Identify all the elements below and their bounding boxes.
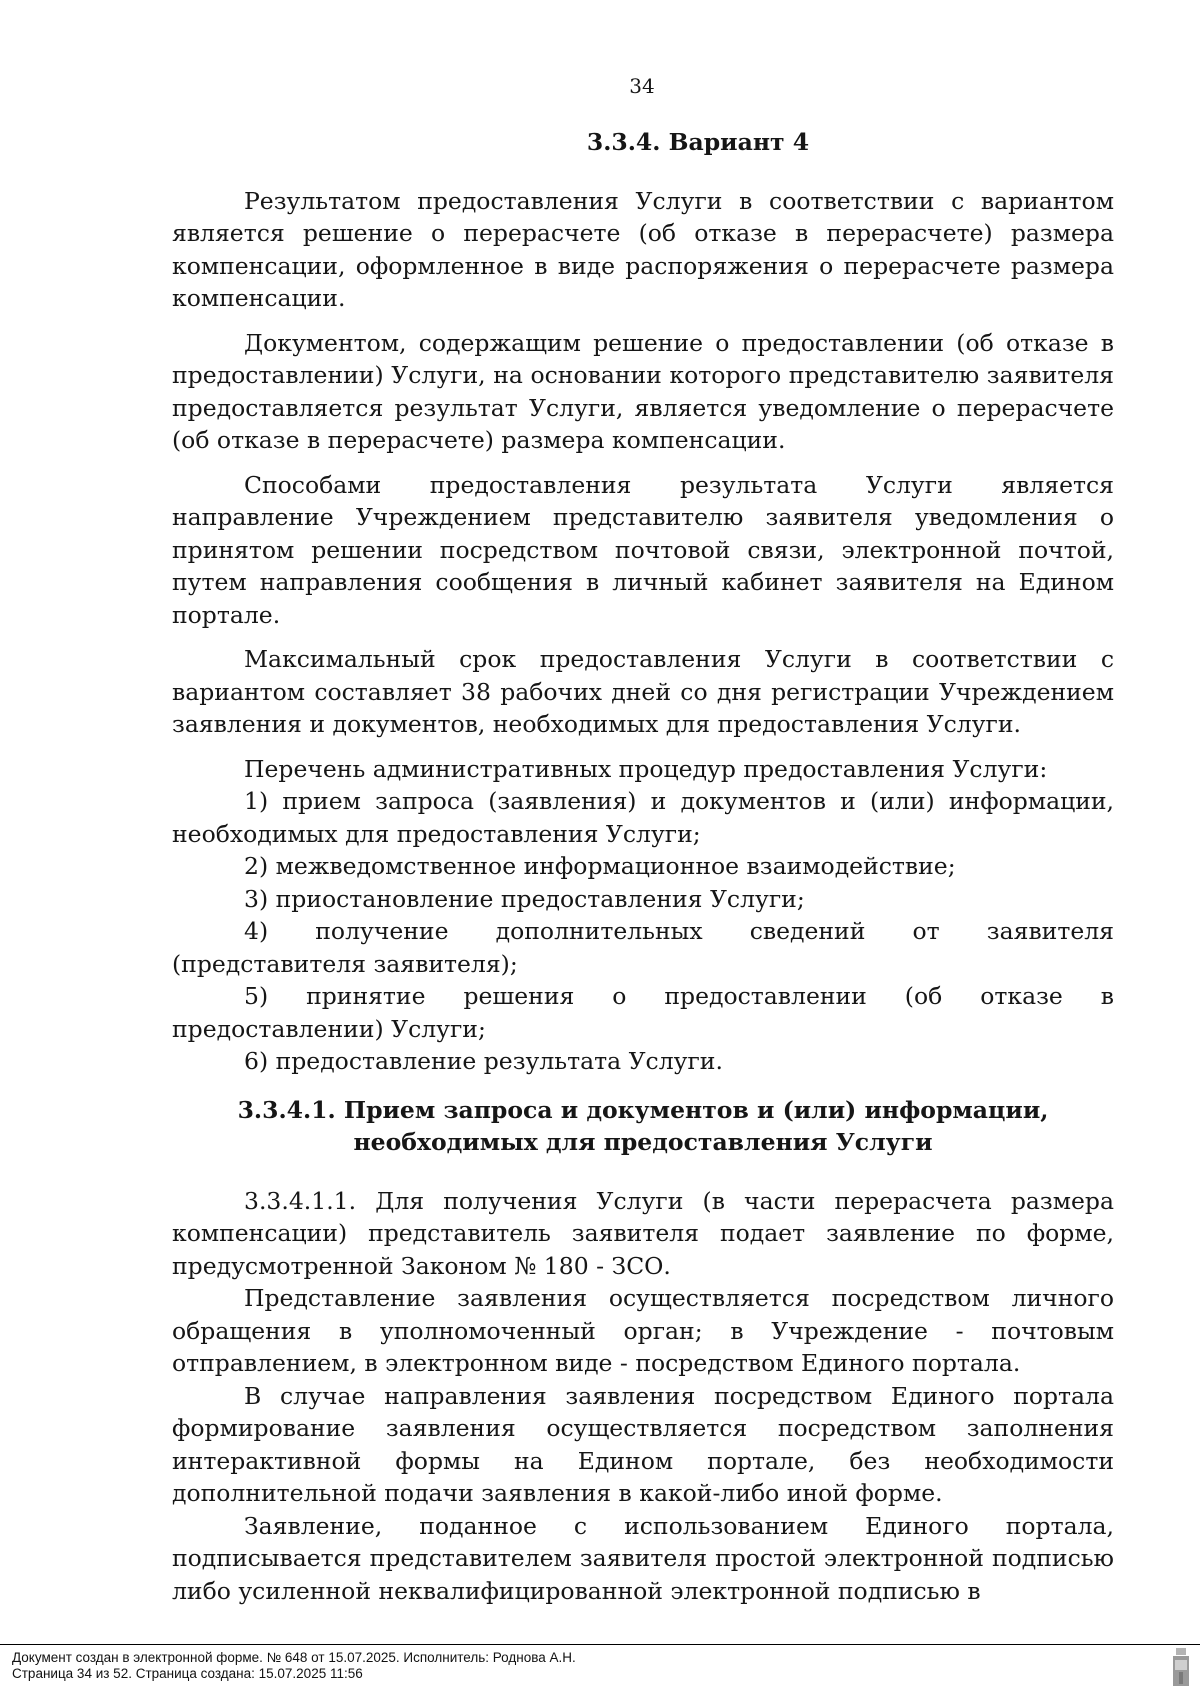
- procedure-item: 5) принятие решения о предоставлении (об отказе в предоставлении) Услуги;: [172, 982, 1114, 1043]
- coat-of-arms-icon: [1170, 1646, 1192, 1688]
- footer-line-1: Документ создан в электронной форме. № 648 от 15.07.2025. Исполнитель: Роднова А.Н.: [12, 1650, 576, 1665]
- paragraph-procedures-intro: Перечень административных процедур предоставления Услуги:: [244, 754, 1048, 783]
- procedure-item: 4) получение дополнительных сведений от заявителя (представителя заявителя);: [172, 917, 1114, 978]
- document-body: [172, 126, 1114, 1607]
- paragraph-document: Документом, содержащим решение о предоставлении (об отказе в предоставлении) Услуги, на основании которого представителю заявителя предоставляется результат Услуги, является уведомление о перерасчете (об отказе в перерасчете) размера компенсации.: [172, 328, 1114, 454]
- paragraph-methods: Способами предоставления результата Услуги является направление Учреждением представителю заявителя уведомления о принятом решении посредством почтовой связи, электронной почтой, путем направления сообщения в личный кабинет заявителя на Едином портале.: [172, 470, 1114, 629]
- section-heading-variant: 3.3.4. Вариант 4: [586, 128, 810, 156]
- paragraph-application: 3.3.4.1.1. Для получения Услуги (в части перерасчета размера компенсации) представитель заявителя подает заявление по форме, предусмотренной Законом № 180 - ЗСО.: [172, 1186, 1114, 1280]
- subsection-heading: 3.3.4.1. Прием запроса и документов и (или) информации, необходимых для предоставления Услуги: [237, 1095, 1049, 1156]
- page-number: 34: [629, 74, 655, 98]
- procedure-item: 3) приостановление предоставления Услуги;: [244, 884, 805, 913]
- footer-divider: [0, 1644, 1200, 1645]
- footer-line-2: Страница 34 из 52. Страница создана: 15.07.2025 11:56: [12, 1666, 363, 1681]
- procedure-item: 6) предоставление результата Услуги.: [244, 1047, 723, 1075]
- paragraph-max-term: Максимальный срок предоставления Услуги в соответствии с вариантом составляет 38 рабочих дней со дня регистрации Учреждением заявления и документов, необходимых для предоставления Услуги.: [172, 645, 1114, 738]
- paragraph-portal: В случае направления заявления посредством Единого портала формирование заявления осуществляется посредством заполнения интерактивной формы на Едином портале, без необходимости дополнительной подачи заявления в какой-либо иной форме.: [172, 1381, 1114, 1507]
- procedure-item: 2) межведомственное информационное взаимодействие;: [244, 852, 956, 880]
- footer: [12, 1650, 576, 1682]
- paragraph-submission: Представление заявления осуществляется посредством личного обращения в уполномоченный орган; в Учреждение - почтовым отправлением, в электронном виде - посредством Единого портала.: [172, 1284, 1114, 1377]
- paragraph-signature: Заявление, поданное с использованием Единого портала, подписывается представителем заявителя простой электронной подписью либо усиленной неквалифицированной электронной подписью в: [172, 1511, 1114, 1605]
- procedure-item: 1) прием запроса (заявления) и документов и (или) информации, необходимых для предоставления Услуги;: [172, 787, 1114, 848]
- paragraph-result: Результатом предоставления Услуги в соответствии с вариантом является решение о перерасчете (об отказе в перерасчете) размера компенсации, оформленное в виде распоряжения о перерасчете размера компенсации.: [172, 186, 1114, 312]
